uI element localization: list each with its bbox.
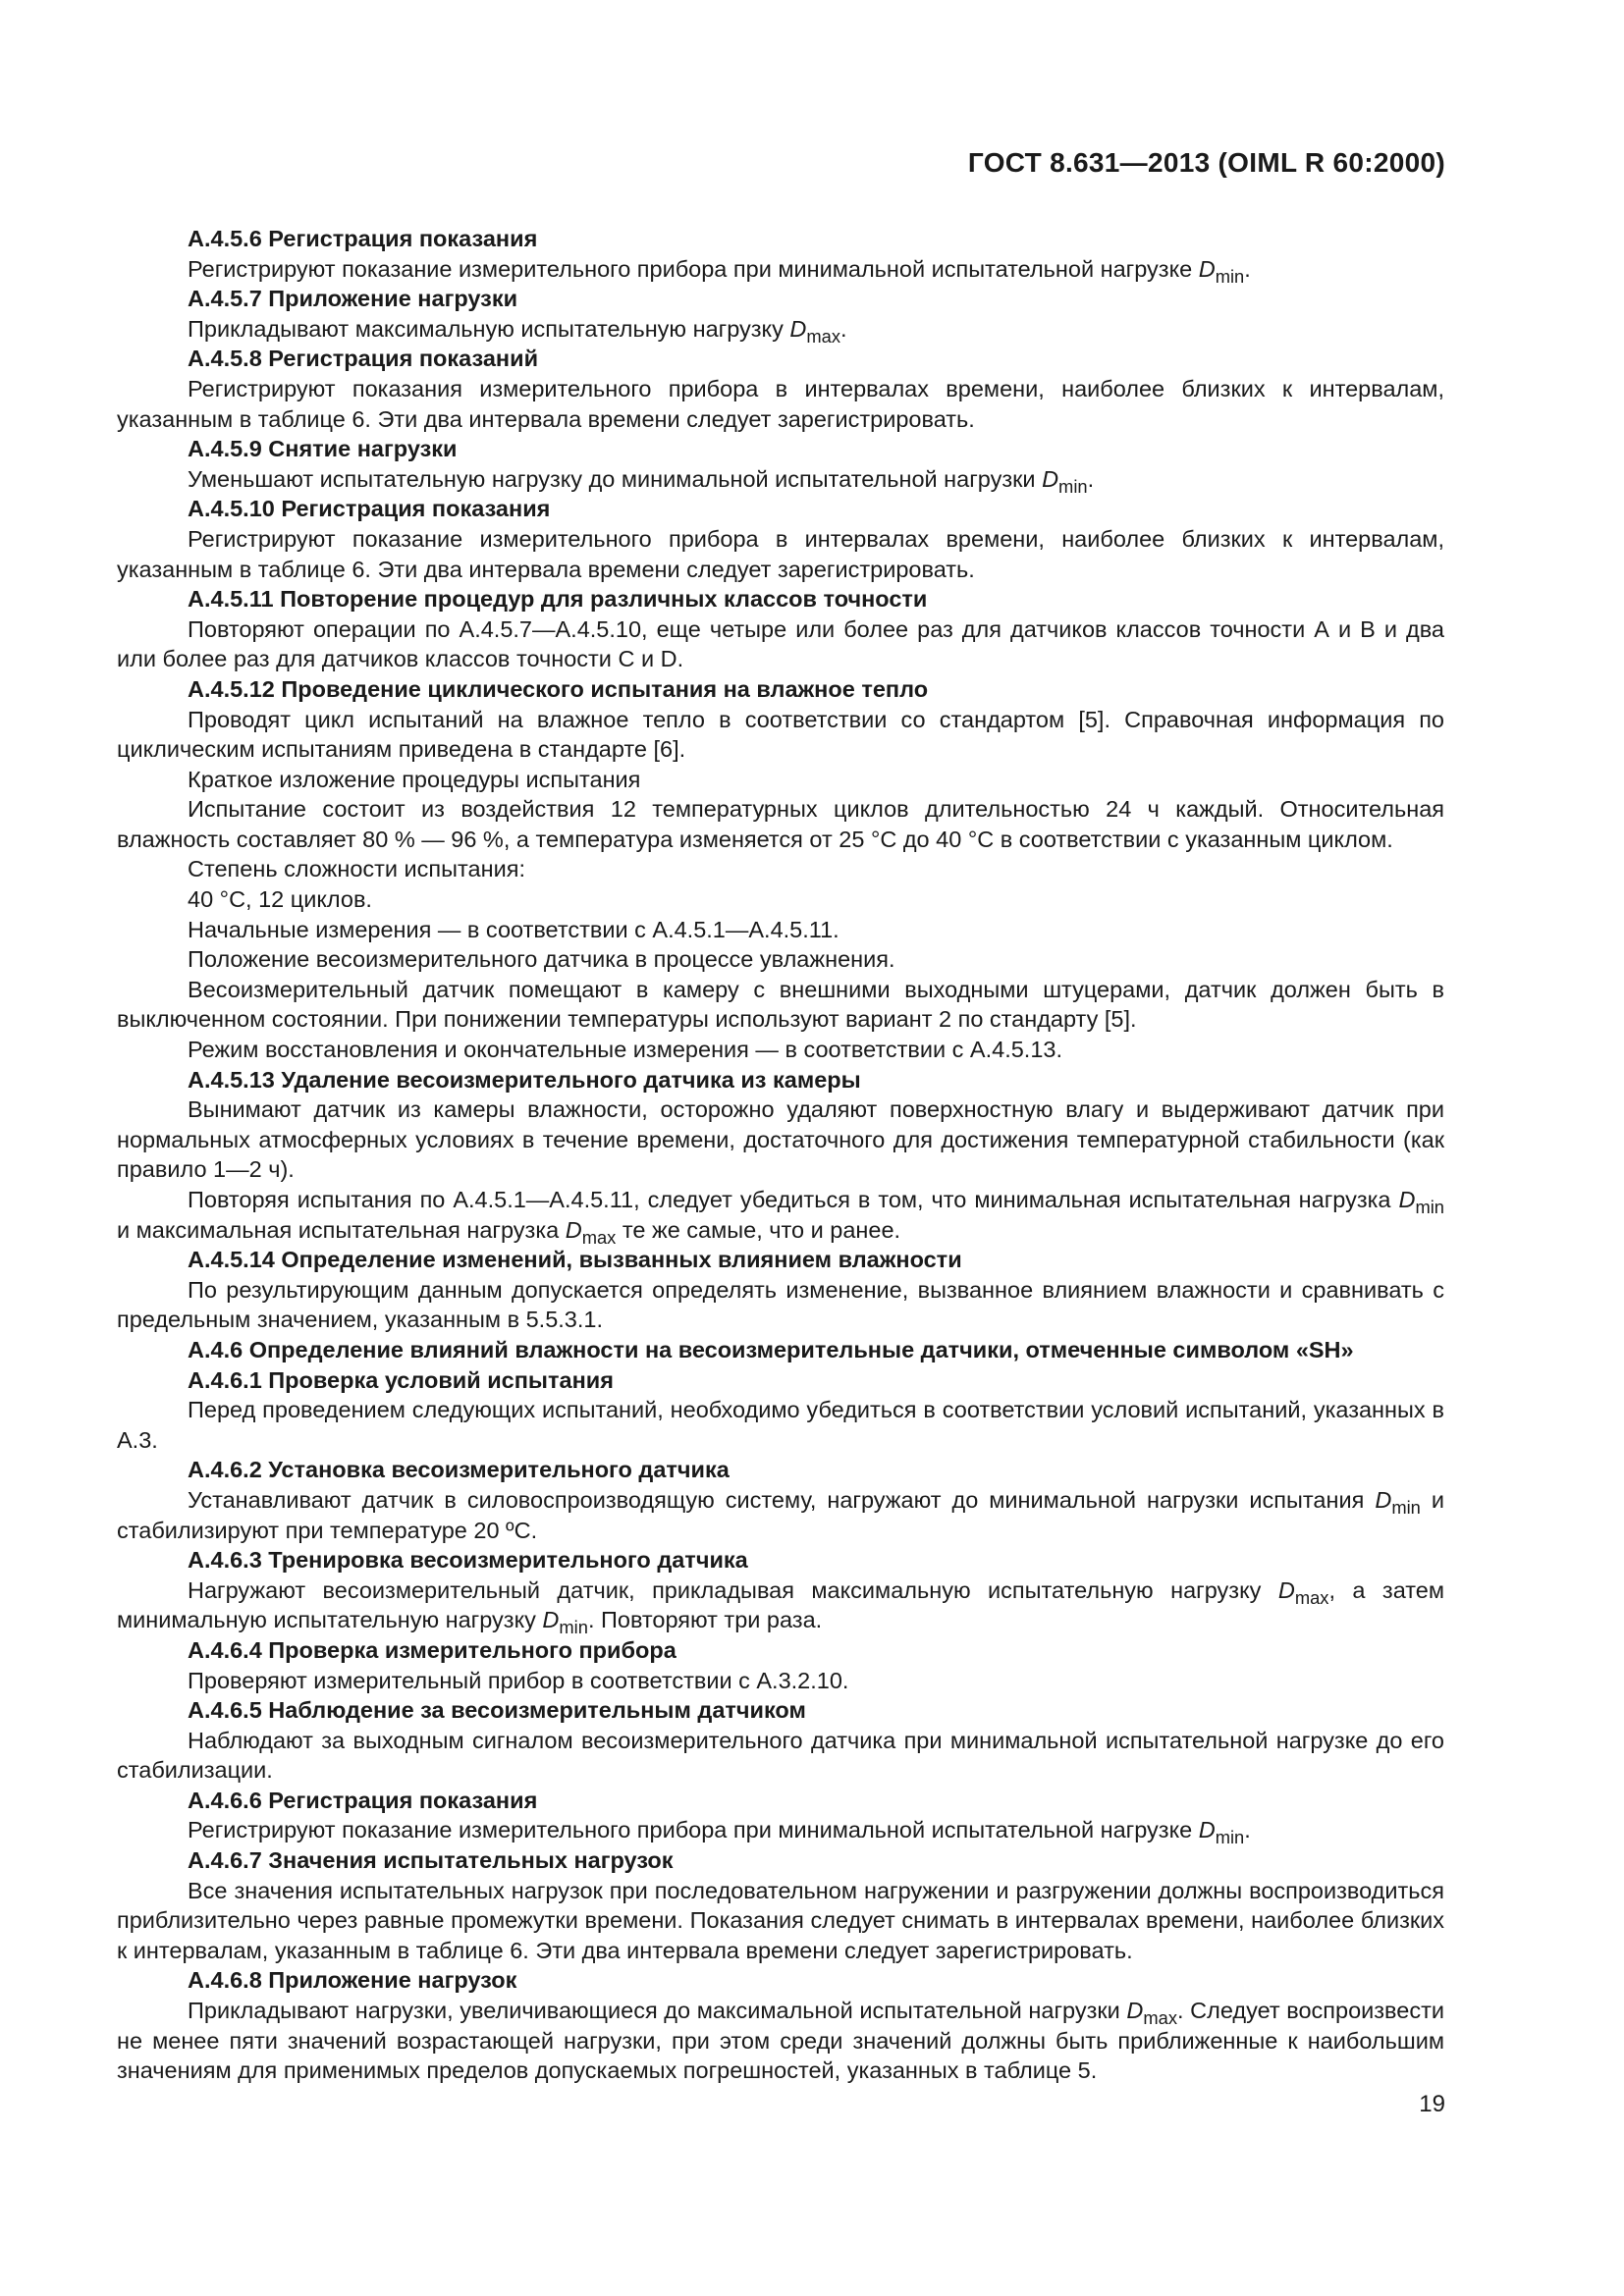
subscript: min — [1215, 265, 1245, 287]
paragraph — [117, 1575, 1444, 1638]
text: . — [1087, 465, 1095, 492]
paragraph: Режим восстановления и окончательные измерения — в соответствии с А.4.5.13. — [188, 1037, 1063, 1063]
document-body — [117, 224, 1444, 2086]
paragraph — [117, 1815, 1444, 1848]
symbol-d: D — [1042, 465, 1059, 492]
text: Регистрируют показание измерительного прибора при минимальной испытательной нагрузке — [188, 1817, 1199, 1843]
subscript: max — [806, 325, 840, 347]
subscript: min — [559, 1617, 588, 1638]
paragraph: По результирующим данным допускается определять изменение, вызванное влиянием влажности и сравнивать с предельным значением, указанным в 5.5.3.1. — [117, 1276, 1444, 1333]
paragraph: Повторяют операции по А.4.5.7—А.4.5.10, еще четыре или более раз для датчиков классов точности А и В и два или более раз для датчиков классов точности С и D. — [117, 615, 1444, 672]
symbol-d: D — [542, 1607, 560, 1633]
paragraph: Все значения испытательных нагрузок при последовательном нагружении и разгружении должны воспроизводиться приблизительно через равные промежутки времени. Показания следует снимать в интервалах времени, наиболее близких к интервалам, указанным в таблице 6. Эти два интервала времени следует зарегистрировать. — [117, 1877, 1444, 1963]
paragraph: Весоизмерительный датчик помещают в камеру с внешними выходными штуцерами, датчик должен быть в выключенном состоянии. При понижении температуры используют вариант 2 по стандарту [5]. — [117, 976, 1444, 1033]
paragraph: Проводят цикл испытаний на влажное тепло в соответствии со стандартом [5]. Справочная информация по циклическим испытаниям приведена в стандарте [6]. — [117, 706, 1444, 763]
subscript: max — [1294, 1586, 1329, 1608]
subscript: min — [1058, 475, 1088, 497]
paragraph — [117, 314, 1444, 345]
paragraph: Регистрируют показания измерительного прибора в интервалах времени, наиболее близких к интервалам, указанным в таблице 6. Эти два интервала времени следует зарегистрировать. — [117, 375, 1444, 432]
paragraph: Краткое изложение процедуры испытания — [188, 766, 641, 792]
text: Устанавливают датчик в силовоспроизводящую систему, нагружают до минимальной нагрузки испытания — [188, 1486, 1376, 1513]
page-number: 19 — [1419, 2091, 1445, 2117]
section-heading: А.4.6.2 Установка весоизмерительного датчика — [188, 1457, 730, 1483]
section-heading: А.4.5.13 Удаление весоизмерительного датчика из камеры — [188, 1066, 861, 1093]
section-heading: А.4.5.14 Определение изменений, вызванных влиянием влажности — [188, 1247, 962, 1273]
section-heading: А.4.6.3 Тренировка весоизмерительного датчика — [188, 1547, 748, 1574]
text: Уменьшают испытательную нагрузку до минимальной испытательной нагрузки — [188, 465, 1043, 492]
section-heading: А.4.6.4 Проверка измерительного прибора — [188, 1636, 677, 1663]
paragraph: 40 °С, 12 циклов. — [188, 886, 372, 913]
paragraph — [117, 464, 1444, 495]
text: . — [1244, 255, 1251, 282]
document-header: ГОСТ 8.631—2013 (OIML R 60:2000) — [967, 147, 1445, 178]
paragraph: Регистрируют показание измерительного прибора в интервалах времени, наиболее близких к интервалам, указанным в таблице 6. Эти два интервала времени следует зарегистрировать. — [117, 525, 1444, 582]
section-heading: А.4.6.8 Приложение нагрузок — [188, 1967, 517, 1994]
text: Нагружают весоизмерительный датчик, прикладывая максимальную испытательную нагрузку — [188, 1576, 1278, 1603]
paragraph: Начальные измерения — в соответствии с А.4.5.1—А.4.5.11. — [188, 916, 839, 942]
text: Повторяя испытания по А.4.5.1—А.4.5.11, следует убедиться в том, что минимальная испытательная нагрузка — [188, 1187, 1399, 1212]
symbol-d: D — [1398, 1187, 1416, 1212]
paragraph: Степень сложности испытания: — [188, 856, 525, 882]
symbol-d: D — [789, 315, 807, 342]
paragraph — [117, 1996, 1444, 2086]
subscript: max — [581, 1226, 617, 1248]
subscript: min — [1391, 1496, 1421, 1518]
symbol-d: D — [1126, 1998, 1144, 2024]
text: Прикладывают нагрузки, увеличивающиеся до максимальной испытательной нагрузки — [188, 1998, 1127, 2024]
text: те же самые, что и ранее. — [616, 1216, 901, 1243]
paragraph: Положение весоизмерительного датчика в процессе увлажнения. — [188, 946, 895, 973]
text: . — [1244, 1817, 1251, 1843]
section-heading: А.4.5.6 Регистрация показания — [188, 226, 538, 251]
section-heading: А.4.6.5 Наблюдение за весоизмерительным датчиком — [188, 1697, 806, 1724]
symbol-d: D — [1277, 1576, 1295, 1603]
subscript: min — [1415, 1196, 1444, 1217]
paragraph: Испытание состоит из воздействия 12 температурных циклов длительностью 24 ч каждый. Относительная влажность составляет 80 % — 96 %, а температура изменяется от 25 °С до 40 °С в соответствии с указанным циклом. — [117, 796, 1444, 852]
section-heading: А.4.5.8 Регистрация показаний — [188, 346, 539, 372]
text: . Повторяют три раза. — [587, 1607, 823, 1633]
section-heading: А.4.5.7 Приложение нагрузки — [188, 286, 518, 312]
text: Прикладывают максимальную испытательную нагрузку — [188, 315, 790, 342]
text: Регистрируют показание измерительного прибора при минимальной испытательной нагрузке — [188, 255, 1199, 282]
symbol-d: D — [1198, 1817, 1216, 1843]
text: и максимальная испытательная нагрузка — [117, 1216, 566, 1243]
paragraph — [117, 1185, 1444, 1248]
section-heading: А.4.5.10 Регистрация показания — [188, 496, 551, 522]
subscript: min — [1215, 1827, 1245, 1848]
text: , а затем минимальную испытательную нагрузку — [117, 1576, 1444, 1633]
symbol-d: D — [1198, 255, 1216, 282]
paragraph: Перед проведением следующих испытаний, необходимо убедиться в соответствии условий испытаний, указанных в А.3. — [117, 1397, 1444, 1453]
text: . — [839, 315, 847, 342]
section-heading: А.4.5.12 Проведение циклического испытания на влажное тепло — [188, 675, 929, 702]
paragraph: Проверяют измерительный прибор в соответствии с А.3.2.10. — [188, 1667, 849, 1693]
section-heading: А.4.6.6 Регистрация показания — [188, 1787, 538, 1813]
paragraph: Наблюдают за выходным сигналом весоизмерительного датчика при минимальной испытательной нагрузке до его стабилизации. — [117, 1727, 1444, 1784]
paragraph — [117, 254, 1444, 285]
paragraph: Вынимают датчик из камеры влажности, осторожно удаляют поверхностную влагу и выдерживают датчик при нормальных атмосферных условиях в течение времени, достаточного для достижения температурной стабильности (как правило 1—2 ч). — [117, 1096, 1444, 1183]
paragraph — [117, 1485, 1444, 1545]
symbol-d: D — [565, 1216, 582, 1243]
symbol-d: D — [1375, 1486, 1392, 1513]
section-heading: А.4.5.9 Снятие нагрузки — [188, 436, 458, 462]
subscript: max — [1143, 2006, 1177, 2028]
section-heading: А.4.5.11 Повторение процедур для различных классов точности — [188, 586, 928, 613]
section-heading: А.4.6.7 Значения испытательных нагрузок — [188, 1847, 674, 1874]
section-heading: А.4.6.1 Проверка условий испытания — [188, 1366, 614, 1393]
text: . Следует воспроизвести не менее пяти значений возрастающей нагрузки, при этом среди значений должны быть приближенные к наибольшим значениям для применимых пределов допускаемых погрешностей, указанных в таблице 5. — [117, 1998, 1444, 2084]
text: и стабилизируют при температуре 20 ºС. — [117, 1486, 1445, 1543]
section-heading: А.4.6 Определение влияний влажности на весоизмерительные датчики, отмеченные символом «SH» — [188, 1336, 1354, 1362]
